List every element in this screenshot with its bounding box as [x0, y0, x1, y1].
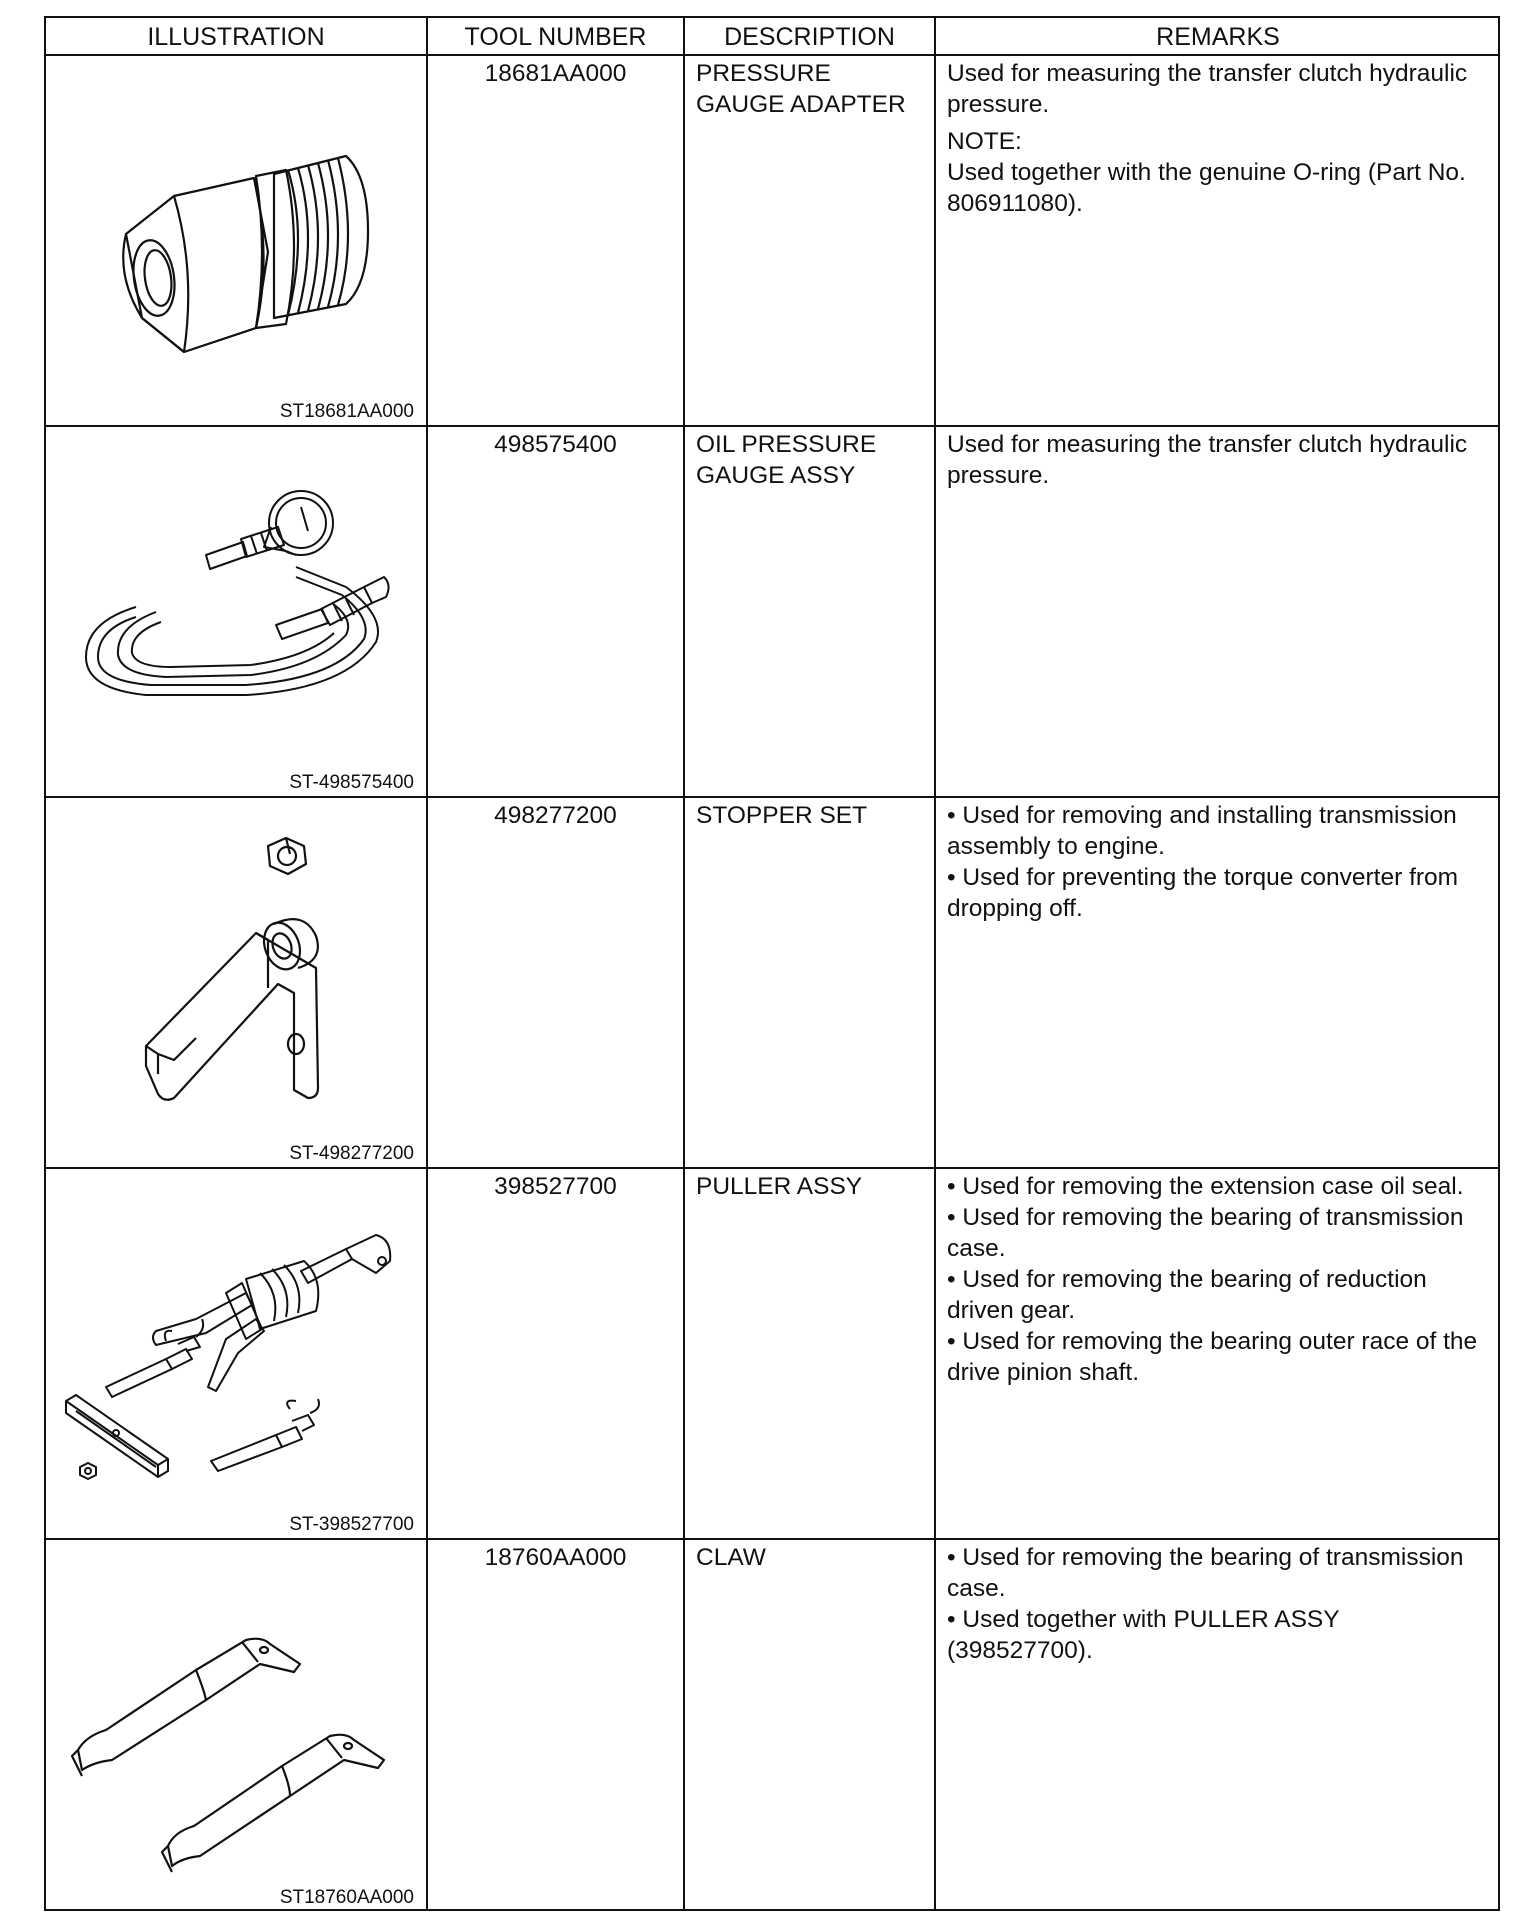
tool-description: CLAW: [696, 1544, 766, 1571]
tool-number: 398527700: [494, 1173, 617, 1200]
tool-description: OIL PRESSURE GAUGE ASSY: [696, 431, 877, 489]
table-row: [46, 1540, 1498, 1911]
remark-line: • Used for removing the bearing of transmission case.: [947, 1544, 1464, 1602]
header-description: DESCRIPTION: [724, 23, 895, 51]
remark-line: • Used for removing the extension case oil seal.: [947, 1173, 1464, 1200]
tool-number: 498277200: [494, 802, 617, 829]
tool-remarks: [936, 798, 1500, 1167]
header-illustration: ILLUSTRATION: [147, 23, 325, 51]
tool-description: PRESSURE GAUGE ADAPTER: [696, 60, 906, 118]
claw-illustration: [46, 1540, 426, 1910]
pressure-gauge-adapter-illustration: [46, 56, 426, 426]
remark-line: • Used for preventing the torque converter from dropping off.: [947, 864, 1459, 922]
table-row: [46, 427, 1498, 796]
tool-remarks: [936, 427, 1500, 796]
tool-number: 498575400: [494, 431, 617, 458]
remark-line: • Used for removing and installing transmission assembly to engine.: [947, 802, 1457, 860]
remark-note: NOTE: Used together with the genuine O-ring (Part No. 806911080).: [947, 128, 1466, 217]
table-row: [46, 56, 1498, 425]
remark-line: Used for measuring the transfer clutch hydraulic pressure.: [947, 431, 1468, 489]
tool-remarks: [936, 56, 1500, 425]
header-remarks: REMARKS: [1156, 23, 1280, 51]
stopper-set-illustration: [46, 798, 426, 1168]
tool-number: 18681AA000: [484, 60, 627, 87]
tool-number: 18760AA000: [484, 1544, 627, 1571]
remark-line: • Used for removing the bearing of transmission case.: [947, 1204, 1464, 1262]
tool-description: PULLER ASSY: [696, 1173, 863, 1200]
illustration-caption: ST-498575400: [289, 772, 414, 793]
table-row: [46, 798, 1498, 1167]
illustration-caption: ST-498277200: [289, 1143, 414, 1164]
remark-line: • Used for removing the bearing outer race of the drive pinion shaft.: [947, 1328, 1478, 1386]
special-tools-table: [44, 16, 1500, 1911]
remark-line: Used for measuring the transfer clutch hydraulic pressure.: [947, 60, 1468, 118]
tool-remarks: [936, 1169, 1500, 1538]
illustration-caption: ST18681AA000: [279, 401, 414, 422]
oil-pressure-gauge-illustration: [46, 427, 426, 797]
remark-line: • Used together with PULLER ASSY (398527700).: [947, 1606, 1340, 1664]
tool-description: STOPPER SET: [696, 802, 868, 829]
puller-assy-illustration: [46, 1169, 426, 1539]
table-row: [46, 1169, 1498, 1538]
header-tool-number: TOOL NUMBER: [464, 23, 647, 51]
remark-line: • Used for removing the bearing of reduction driven gear.: [947, 1266, 1427, 1324]
tool-remarks: [936, 1540, 1500, 1911]
illustration-caption: ST-398527700: [289, 1514, 414, 1535]
illustration-caption: ST18760AA000: [279, 1887, 414, 1908]
